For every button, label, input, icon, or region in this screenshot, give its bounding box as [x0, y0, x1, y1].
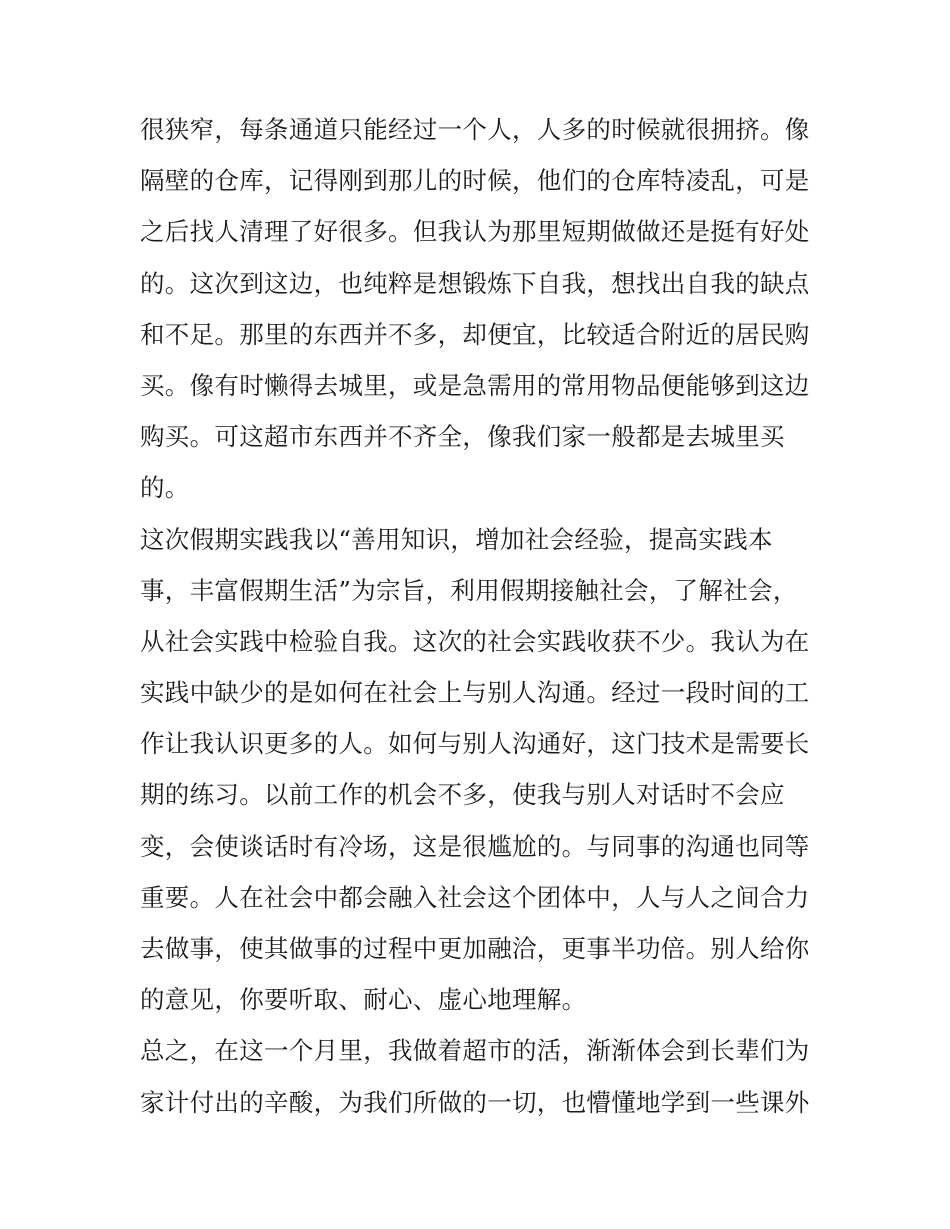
body-text — [140, 104, 820, 1128]
text-line: 和不足。那里的东西并不多，却便宜，比较适合附近的居民购 — [140, 319, 810, 349]
text-line: 很狭窄，每条通道只能经过一个人，人多的时候就很拥挤。像 — [140, 115, 810, 144]
text-line: 总之，在这一个月里，我做着超市的活，渐渐体会到长辈们为 — [140, 1036, 810, 1066]
text-line: 之后找人清理了好很多。但我认为那里短期做做还是挺有好处 — [140, 217, 810, 247]
text-line: 作让我认识更多的人。如何与别人沟通好，这门技术是需要长 — [140, 729, 810, 759]
text-line: 买。像有时懒得去城里，或是急需用的常用物品便能够到这边 — [140, 370, 810, 400]
text-line: 这次假期实践我以“善用知识，增加社会经验，提高实践本 — [140, 524, 773, 554]
text-line: 变，会使谈话时有冷场，这是很尴尬的。与同事的沟通也同等 — [140, 831, 810, 861]
text-line: 的。 — [140, 473, 190, 503]
text-line: 去做事，使其做事的过程中更加融洽，更事半功倍。别人给你 — [140, 934, 810, 963]
text-line: 购买。可这超市东西并不齐全，像我们家一般都是去城里买 — [140, 422, 785, 452]
text-line: 期的练习。以前工作的机会不多，使我与别人对话时不会应 — [140, 780, 785, 810]
text-line: 重要。人在社会中都会融入社会这个团体中，人与人之间合力 — [140, 882, 810, 912]
text-line: 隔壁的仓库，记得刚到那儿的时候，他们的仓库特凌乱，可是 — [140, 166, 810, 196]
text-line: 从社会实践中检验自我。这次的社会实践收获不少。我认为在 — [140, 626, 810, 656]
text-line: 的意见，你要听取、耐心、虚心地理解。 — [140, 985, 587, 1015]
text-line: 实践中缺少的是如何在社会上与别人沟通。经过一段时间的工 — [140, 678, 810, 708]
text-line: 家计付出的辛酸，为我们所做的一切，也懵懂地学到一些课外 — [140, 1087, 810, 1117]
text-line: 的。这次到这边，也纯粹是想锻炼下自我，想找出自我的缺点 — [140, 268, 810, 298]
text-line: 事，丰富假期生活”为宗旨，利用假期接触社会，了解社会， — [140, 575, 798, 605]
